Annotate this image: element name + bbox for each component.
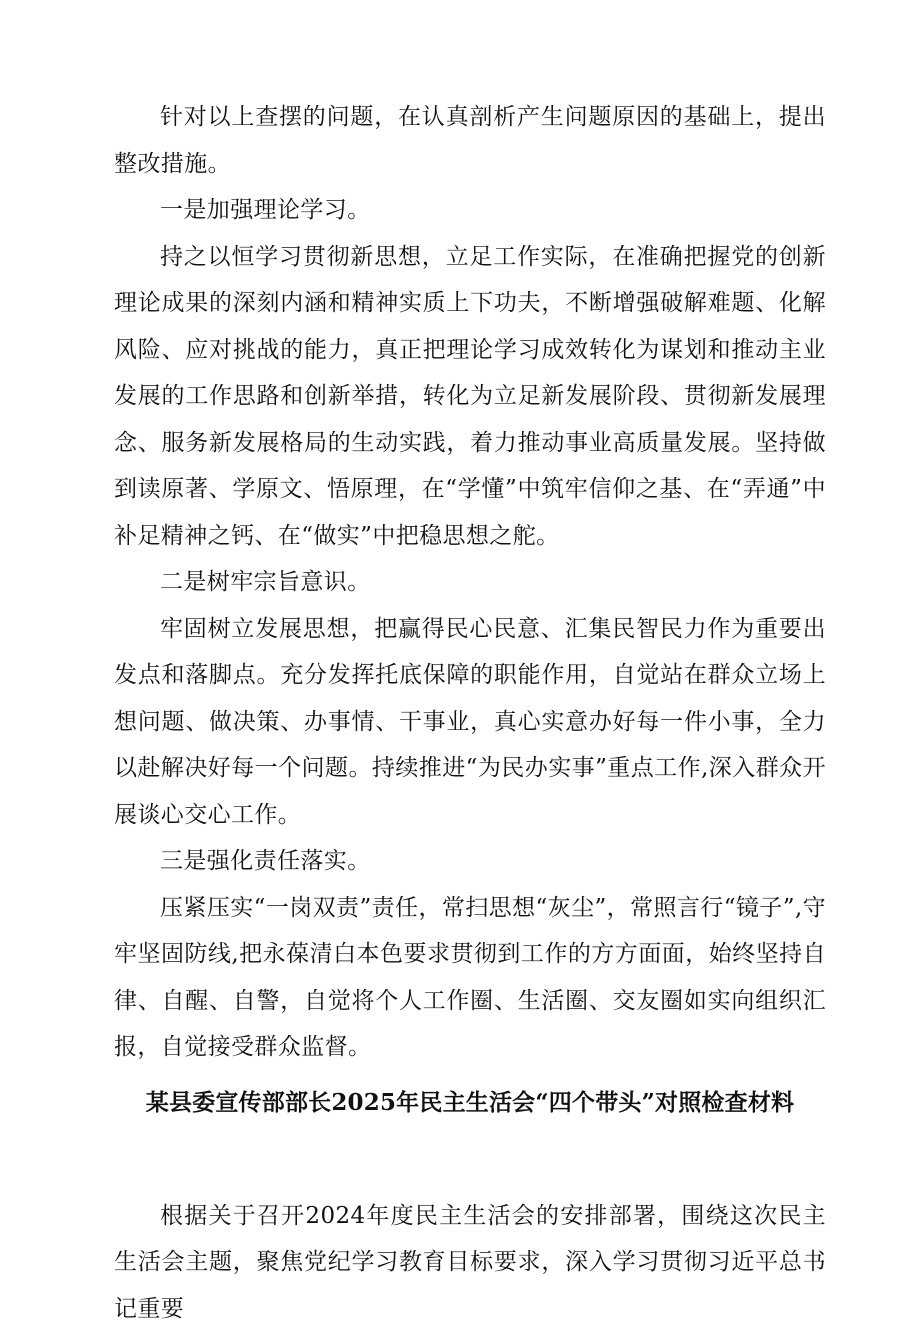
document-title: 某县委宣传部部长2025年民主生活会“四个带头”对照检查材料	[114, 1081, 826, 1125]
closing-paragraph: 根据关于召开2024年度民主生活会的安排部署，围绕这次民主生活会主题，聚焦党纪学习教育目标要求，深入学习贯彻习近平总书记重要	[114, 1193, 826, 1332]
section-heading-3: 三是强化责任落实。	[114, 838, 826, 885]
section-heading-1: 一是加强理论学习。	[114, 187, 826, 234]
section-heading-2: 二是树牢宗旨意识。	[114, 559, 826, 606]
section-body-1: 持之以恒学习贯彻新思想，立足工作实际，在准确把握党的创新理论成果的深刻内涵和精神实质上下功夫，不断增强破解难题、化解风险、应对挑战的能力，真正把理论学习成效转化为谋划和推动主业发展的工作思路和创新举措，转化为立足新发展阶段、贯彻新发展理念、服务新发展格局的生动实践，着力推动事业高质量发展。坚持做到读原著、学原文、悟原理，在“学懂”中筑牢信仰之基、在“弄通”中补足精神之钙、在“做实”中把稳思想之舵。	[114, 234, 826, 560]
document-body	[114, 94, 826, 1332]
title-spacer	[114, 1125, 826, 1193]
section-body-3: 压紧压实“一岗双责”责任，常扫思想“灰尘”，常照言行“镜子”,守牢坚固防线,把永葆清白本色要求贯彻到工作的方方面面，始终坚持自律、自醒、自警，自觉将个人工作圈、生活圈、交友圈如实向组织汇报，自觉接受群众监督。	[114, 885, 826, 1071]
intro-paragraph: 针对以上查摆的问题，在认真剖析产生问题原因的基础上，提出整改措施。	[114, 94, 826, 187]
section-body-2: 牢固树立发展思想，把赢得民心民意、汇集民智民力作为重要出发点和落脚点。充分发挥托底保障的职能作用，自觉站在群众立场上想问题、做决策、办事情、干事业，真心实意办好每一件小事，全力以赴解决好每一个问题。持续推进“为民办实事”重点工作,深入群众开展谈心交心工作。	[114, 606, 826, 839]
